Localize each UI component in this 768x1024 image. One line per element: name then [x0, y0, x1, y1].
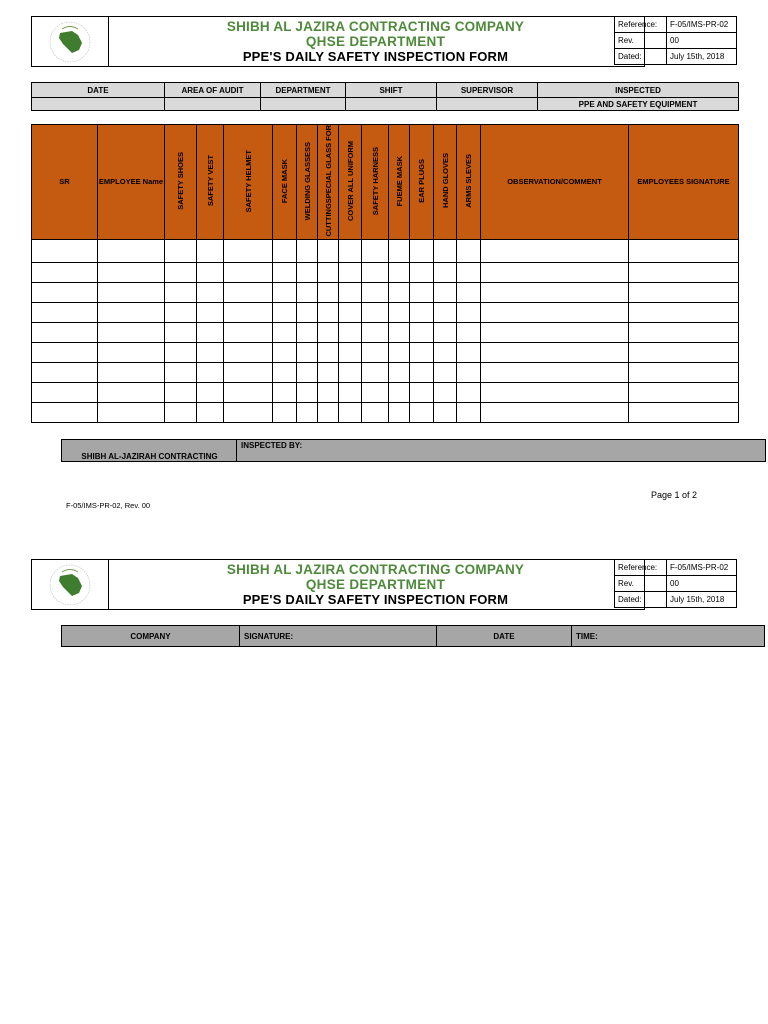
- table-cell[interactable]: [32, 282, 98, 302]
- info-supervisor-header: SUPERVISOR: [437, 83, 538, 98]
- table-cell[interactable]: [629, 322, 739, 342]
- table-cell[interactable]: [481, 239, 629, 262]
- shift-field[interactable]: [346, 98, 437, 111]
- meta-key: Dated:: [615, 49, 667, 65]
- table-cell[interactable]: [481, 262, 629, 282]
- signoff-signature[interactable]: SIGNATURE:: [240, 626, 437, 647]
- info-shift-header: SHIFT: [346, 83, 437, 98]
- ppe-label: EAR PLUGS: [417, 158, 426, 203]
- table-cell[interactable]: [434, 239, 457, 262]
- table-cell[interactable]: [410, 382, 434, 402]
- company-logo: [31, 16, 109, 67]
- table-cell[interactable]: [629, 262, 739, 282]
- table-cell[interactable]: [389, 382, 410, 402]
- ppe-label: ARMS SLEVES: [464, 153, 473, 208]
- document-reference: F-05/IMS-PR-02, Rev. 00: [66, 501, 151, 510]
- table-cell[interactable]: [362, 282, 389, 302]
- department-field[interactable]: [261, 98, 346, 111]
- date-field[interactable]: [32, 98, 165, 111]
- table-cell[interactable]: [410, 322, 434, 342]
- ppe-header: [410, 125, 434, 240]
- table-cell[interactable]: [362, 262, 389, 282]
- ppe-header: [434, 125, 457, 240]
- table-cell[interactable]: [224, 282, 273, 302]
- table-cell[interactable]: [224, 382, 273, 402]
- table-cell[interactable]: [297, 402, 318, 422]
- form-title: PPE'S DAILY SAFETY INSPECTION FORM: [242, 49, 509, 64]
- inspected-by-label: INSPECTED BY:: [241, 441, 303, 450]
- table-cell[interactable]: [339, 282, 362, 302]
- table-cell[interactable]: [339, 302, 362, 322]
- table-cell[interactable]: [629, 302, 739, 322]
- meta-key: Rev.: [615, 33, 667, 49]
- table-row: [32, 282, 739, 302]
- table-cell[interactable]: [318, 302, 339, 322]
- table-cell[interactable]: [318, 322, 339, 342]
- table-cell[interactable]: [481, 402, 629, 422]
- table-cell[interactable]: [457, 302, 481, 322]
- form-header: [31, 16, 738, 67]
- table-cell[interactable]: [165, 362, 197, 382]
- table-cell[interactable]: [224, 322, 273, 342]
- table-cell[interactable]: [165, 239, 197, 262]
- company-logo: [31, 559, 109, 610]
- table-cell[interactable]: [434, 322, 457, 342]
- table-cell[interactable]: [629, 402, 739, 422]
- info-inspected-header: INSPECTED: [538, 83, 739, 98]
- table-cell[interactable]: [197, 282, 224, 302]
- table-cell[interactable]: [98, 382, 165, 402]
- table-cell[interactable]: [434, 382, 457, 402]
- table-cell[interactable]: [410, 362, 434, 382]
- meta-key: Reference:: [615, 560, 667, 576]
- table-cell[interactable]: [98, 239, 165, 262]
- table-cell[interactable]: [32, 402, 98, 422]
- company-footer-cell: [61, 439, 237, 462]
- table-cell[interactable]: [98, 322, 165, 342]
- ppe-label: FUEME MASK: [394, 155, 404, 206]
- company-name: SHIBH AL JAZIRA CONTRACTING COMPANY: [226, 562, 525, 577]
- ppe-header: [165, 125, 197, 240]
- table-cell[interactable]: [457, 322, 481, 342]
- company-name: SHIBH AL JAZIRA CONTRACTING COMPANY: [226, 19, 525, 34]
- table-cell[interactable]: [457, 262, 481, 282]
- table-row: [32, 342, 739, 362]
- supervisor-field[interactable]: [437, 98, 538, 111]
- table-cell[interactable]: [273, 239, 297, 262]
- table-cell[interactable]: [165, 322, 197, 342]
- info-date-header: DATE: [32, 83, 165, 98]
- table-cell[interactable]: [434, 262, 457, 282]
- table-cell[interactable]: [273, 262, 297, 282]
- table-cell[interactable]: [318, 282, 339, 302]
- table-cell[interactable]: [297, 282, 318, 302]
- table-cell[interactable]: [98, 362, 165, 382]
- table-cell[interactable]: [481, 362, 629, 382]
- table-cell[interactable]: [297, 239, 318, 262]
- table-cell[interactable]: [389, 362, 410, 382]
- table-cell[interactable]: [273, 302, 297, 322]
- signature-header: EMPLOYEES SIGNATURE: [629, 125, 739, 240]
- table-cell[interactable]: [32, 362, 98, 382]
- table-cell[interactable]: [32, 239, 98, 262]
- meta-value: F-05/IMS-PR-02: [667, 560, 737, 576]
- table-cell[interactable]: [98, 262, 165, 282]
- employee-header: EMPLOYEE Name: [98, 125, 165, 240]
- table-cell[interactable]: [389, 342, 410, 362]
- table-cell[interactable]: [339, 382, 362, 402]
- inspected-subheader: PPE AND SAFETY EQUIPMENT: [538, 98, 739, 111]
- table-cell[interactable]: [165, 382, 197, 402]
- info-department-header: DEPARTMENT: [261, 83, 346, 98]
- table-cell[interactable]: [297, 342, 318, 362]
- ppe-header: [273, 125, 297, 240]
- ppe-header: [362, 125, 389, 240]
- table-cell[interactable]: [224, 362, 273, 382]
- form-title: PPE'S DAILY SAFETY INSPECTION FORM: [242, 592, 509, 607]
- table-cell[interactable]: [197, 262, 224, 282]
- ppe-inspection-table: [31, 124, 739, 423]
- ppe-label: SAFETY HARNESS: [370, 146, 380, 215]
- table-cell[interactable]: [362, 382, 389, 402]
- table-cell[interactable]: [629, 239, 739, 262]
- table-cell[interactable]: [362, 342, 389, 362]
- table-cell[interactable]: [457, 282, 481, 302]
- table-cell[interactable]: [389, 262, 410, 282]
- ppe-label: WELDING GLASSESS: [302, 141, 312, 220]
- ppe-label: FACE MASK: [280, 158, 289, 203]
- table-cell[interactable]: [629, 342, 739, 362]
- table-cell[interactable]: [224, 342, 273, 362]
- table-cell[interactable]: [389, 322, 410, 342]
- table-cell[interactable]: [410, 402, 434, 422]
- table-row: [32, 402, 739, 422]
- info-area-header: AREA OF AUDIT: [165, 83, 261, 98]
- table-cell[interactable]: [165, 302, 197, 322]
- table-cell[interactable]: [339, 239, 362, 262]
- table-row: [32, 302, 739, 322]
- table-cell[interactable]: [273, 382, 297, 402]
- table-cell[interactable]: [362, 239, 389, 262]
- signoff-table: [61, 625, 765, 647]
- table-cell[interactable]: [434, 362, 457, 382]
- sr-header: SR: [32, 125, 98, 240]
- table-cell[interactable]: [362, 402, 389, 422]
- table-cell[interactable]: [32, 322, 98, 342]
- meta-value: F-05/IMS-PR-02: [667, 17, 737, 33]
- table-cell[interactable]: [410, 342, 434, 362]
- table-cell[interactable]: [457, 362, 481, 382]
- table-cell[interactable]: [362, 362, 389, 382]
- table-cell[interactable]: [434, 342, 457, 362]
- table-cell[interactable]: [339, 342, 362, 362]
- table-cell[interactable]: [197, 302, 224, 322]
- table-cell[interactable]: [457, 382, 481, 402]
- table-cell[interactable]: [165, 402, 197, 422]
- table-row: [32, 262, 739, 282]
- table-cell[interactable]: [197, 239, 224, 262]
- ppe-label: SAFETY SHOES: [176, 151, 185, 210]
- table-cell[interactable]: [224, 239, 273, 262]
- meta-value: 00: [667, 33, 737, 49]
- header-title-box: [107, 16, 645, 67]
- table-cell[interactable]: [362, 322, 389, 342]
- table-cell[interactable]: [389, 402, 410, 422]
- form-header-page2: [31, 559, 738, 610]
- inspected-by-field[interactable]: [236, 439, 766, 462]
- table-cell[interactable]: [339, 322, 362, 342]
- table-cell[interactable]: [318, 262, 339, 282]
- logo-map-icon: [32, 17, 108, 66]
- table-row: [32, 362, 739, 382]
- table-cell[interactable]: [629, 282, 739, 302]
- table-cell[interactable]: [410, 239, 434, 262]
- table-cell[interactable]: [297, 262, 318, 282]
- table-row: [32, 239, 739, 262]
- ppe-label: SAFETY VEST: [205, 155, 215, 207]
- table-row: [32, 322, 739, 342]
- table-cell[interactable]: [434, 402, 457, 422]
- signoff-date[interactable]: DATE: [437, 626, 572, 647]
- table-cell[interactable]: [165, 342, 197, 362]
- table-cell[interactable]: [197, 402, 224, 422]
- table-cell[interactable]: [197, 362, 224, 382]
- table-cell[interactable]: [224, 262, 273, 282]
- inspection-rows: [32, 239, 739, 422]
- table-cell[interactable]: [457, 342, 481, 362]
- table-cell[interactable]: [410, 262, 434, 282]
- table-cell[interactable]: [165, 262, 197, 282]
- area-field[interactable]: [165, 98, 261, 111]
- signoff-company: COMPANY: [62, 626, 240, 647]
- table-cell[interactable]: [197, 322, 224, 342]
- table-cell[interactable]: [389, 302, 410, 322]
- table-cell[interactable]: [481, 282, 629, 302]
- table-cell[interactable]: [434, 282, 457, 302]
- table-cell[interactable]: [297, 322, 318, 342]
- table-cell[interactable]: [224, 402, 273, 422]
- ppe-header: [318, 125, 339, 240]
- observation-header: OBSERVATION/COMMENT: [481, 125, 629, 240]
- ppe-label: HAND GLOVES: [440, 153, 450, 209]
- table-cell[interactable]: [273, 322, 297, 342]
- table-cell[interactable]: [98, 302, 165, 322]
- table-cell[interactable]: [224, 302, 273, 322]
- meta-value: July 15th, 2018: [667, 592, 737, 608]
- table-cell[interactable]: [165, 282, 197, 302]
- table-cell[interactable]: [362, 302, 389, 322]
- table-cell[interactable]: [389, 239, 410, 262]
- table-cell[interactable]: [297, 302, 318, 322]
- table-cell[interactable]: [318, 239, 339, 262]
- meta-value: July 15th, 2018: [667, 49, 737, 65]
- table-cell[interactable]: [481, 382, 629, 402]
- table-cell[interactable]: [481, 342, 629, 362]
- table-cell[interactable]: [32, 302, 98, 322]
- logo-map-icon: [32, 560, 108, 609]
- table-cell[interactable]: [318, 342, 339, 362]
- meta-key: Reference:: [615, 17, 667, 33]
- table-cell[interactable]: [197, 382, 224, 402]
- department-name: QHSE DEPARTMENT: [305, 577, 446, 592]
- doc-meta-table: [614, 559, 737, 608]
- ppe-header: [297, 125, 318, 240]
- table-cell[interactable]: [481, 302, 629, 322]
- table-cell[interactable]: [457, 239, 481, 262]
- ppe-header: [457, 125, 481, 240]
- table-cell[interactable]: [297, 382, 318, 402]
- doc-meta-table: [614, 16, 737, 65]
- table-cell[interactable]: [32, 342, 98, 362]
- ppe-header: [339, 125, 362, 240]
- page-number: Page 1 of 2: [651, 490, 698, 500]
- table-cell[interactable]: [197, 342, 224, 362]
- table-cell[interactable]: [273, 362, 297, 382]
- ppe-header: [224, 125, 273, 240]
- table-cell[interactable]: [410, 302, 434, 322]
- ppe-label: SAFETY HELMET: [243, 149, 253, 212]
- table-cell[interactable]: [481, 322, 629, 342]
- meta-key: Dated:: [615, 592, 667, 608]
- table-cell[interactable]: [457, 402, 481, 422]
- table-cell[interactable]: [32, 262, 98, 282]
- table-cell[interactable]: [273, 282, 297, 302]
- table-cell[interactable]: [273, 342, 297, 362]
- table-cell[interactable]: [318, 362, 339, 382]
- header-title-box: [107, 559, 645, 610]
- inspection-info-table: [31, 82, 739, 111]
- table-row: [32, 382, 739, 402]
- table-cell[interactable]: [318, 402, 339, 422]
- meta-value: 00: [667, 576, 737, 592]
- table-cell[interactable]: [410, 282, 434, 302]
- table-cell[interactable]: [389, 282, 410, 302]
- table-cell[interactable]: [32, 382, 98, 402]
- table-cell[interactable]: [98, 342, 165, 362]
- meta-key: Rev.: [615, 576, 667, 592]
- table-cell[interactable]: [297, 362, 318, 382]
- table-cell[interactable]: [98, 282, 165, 302]
- ppe-header: [389, 125, 410, 240]
- table-cell[interactable]: [339, 362, 362, 382]
- table-cell[interactable]: [339, 402, 362, 422]
- table-cell[interactable]: [318, 382, 339, 402]
- footer-company: SHIBH AL-JAZIRAH CONTRACTING: [81, 452, 218, 461]
- ppe-label: COVER ALL UNIFORM: [345, 140, 355, 221]
- signoff-time[interactable]: TIME:: [572, 626, 765, 647]
- table-cell[interactable]: [629, 362, 739, 382]
- ppe-label: CUTTINGSPECIAL GLASS FOR: [323, 125, 333, 237]
- table-cell[interactable]: [339, 262, 362, 282]
- table-cell[interactable]: [98, 402, 165, 422]
- table-cell[interactable]: [434, 302, 457, 322]
- table-cell[interactable]: [273, 402, 297, 422]
- department-name: QHSE DEPARTMENT: [305, 34, 446, 49]
- table-cell[interactable]: [629, 382, 739, 402]
- ppe-header: [197, 125, 224, 240]
